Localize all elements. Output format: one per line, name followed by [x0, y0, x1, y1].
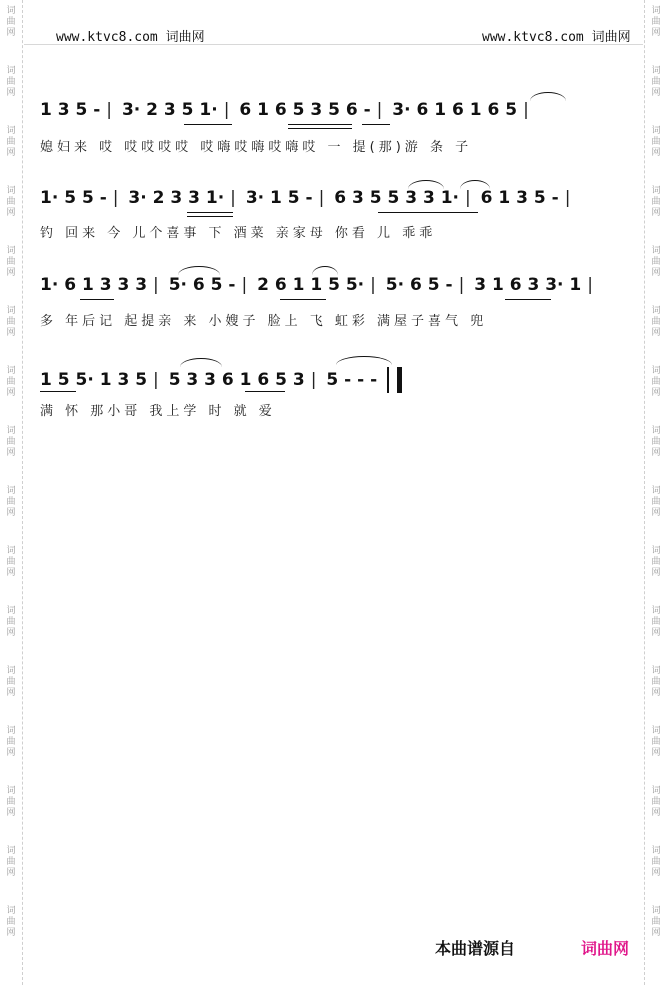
barline: |: [223, 100, 230, 120]
footer-source-label: 本曲谱源自: [435, 939, 516, 958]
measure: 5· 6 5 -: [385, 275, 453, 295]
watermark-char: 词: [651, 366, 661, 376]
watermark-char: 词: [6, 246, 16, 256]
watermark-char: 词: [6, 666, 16, 676]
measure: 3· 6 1 6 1 6 5: [392, 100, 518, 120]
measure: 1 5 5· 1 3 5: [40, 370, 148, 390]
measure: 6 1 6 5 3 5 6 -: [239, 100, 371, 120]
watermark-stack: [647, 126, 665, 159]
watermark-char: 网: [651, 508, 661, 518]
barline: |: [523, 100, 529, 120]
watermark-char: 网: [651, 928, 661, 938]
watermark-char: 曲: [651, 497, 661, 507]
measure: 3· 1 5 -: [245, 188, 313, 208]
beam-line: [288, 124, 352, 125]
watermark-char: 网: [651, 448, 661, 458]
watermark-char: 网: [651, 808, 661, 818]
watermark-char: 曲: [651, 437, 661, 447]
watermark-char: 曲: [651, 797, 661, 807]
barline: |: [230, 188, 236, 208]
header-left-url[interactable]: www.ktvc8.com: [56, 30, 158, 45]
watermark-char: 词: [651, 786, 661, 796]
watermark-char: 曲: [651, 77, 661, 87]
watermark-stack: [2, 306, 20, 339]
barline: |: [106, 100, 113, 120]
measure: 3· 2 3 3 1·: [128, 188, 225, 208]
watermark-stack: [2, 486, 20, 519]
beam-line: [280, 299, 326, 300]
watermark-stack: [647, 786, 665, 819]
lyrics-row-3: 多 年后记 起提亲 来 小嫂子 脸上 飞 虹彩 满屋子喜气 兜: [40, 314, 488, 329]
watermark-stack: [647, 846, 665, 879]
watermark-char: 词: [6, 846, 16, 856]
notation-row-3: [40, 275, 630, 309]
header-left-site-name: 词曲网: [165, 30, 205, 45]
watermark-char: 词: [6, 186, 16, 196]
watermark-char: 曲: [6, 617, 16, 627]
notation-row-4: [40, 367, 630, 401]
beam-line: [505, 299, 551, 300]
lyrics-row-1: 媳妇来 哎 哎哎哎哎 哎嗨哎嗨哎嗨哎 一 提(那)游 条 子: [40, 140, 473, 155]
watermark-char: 网: [6, 808, 16, 818]
watermark-char: 曲: [6, 677, 16, 687]
watermark-stack: [2, 606, 20, 639]
header-right-site-name: 词曲网: [591, 30, 631, 45]
footer-brand-link[interactable]: 词曲网: [581, 939, 630, 958]
watermark-char: 网: [651, 28, 661, 38]
watermark-char: 网: [651, 868, 661, 878]
watermark-char: 词: [651, 906, 661, 916]
watermark-char: 词: [651, 426, 661, 436]
barline: |: [458, 275, 465, 295]
watermark-char: 曲: [6, 17, 16, 27]
watermark-stack: [2, 246, 20, 279]
slur: [336, 356, 392, 365]
watermark-char: 曲: [6, 77, 16, 87]
watermark-char: 曲: [6, 197, 16, 207]
beam-line: [184, 124, 232, 125]
watermark-char: 词: [6, 486, 16, 496]
watermark-stack: [647, 906, 665, 939]
watermark-char: 词: [651, 726, 661, 736]
watermark-char: 词: [6, 906, 16, 916]
lyrics-row-4: 满 怀 那小哥 我上学 时 就 爱: [40, 404, 276, 419]
watermark-char: 网: [651, 328, 661, 338]
watermark-char: 网: [651, 268, 661, 278]
watermark-char: 网: [6, 628, 16, 638]
measure: 3· 2 3 5 1·: [121, 100, 218, 120]
watermark-stack: [647, 246, 665, 279]
slur: [460, 180, 490, 189]
watermark-char: 网: [6, 448, 16, 458]
beam-line: [362, 124, 390, 125]
watermark-char: 曲: [651, 317, 661, 327]
beam-line: [80, 299, 114, 300]
watermark-stack: [647, 306, 665, 339]
watermark-char: 词: [651, 6, 661, 16]
watermark-char: 曲: [651, 557, 661, 567]
barline: |: [241, 275, 248, 295]
slur: [530, 92, 566, 101]
slur: [312, 266, 338, 275]
watermark-char: 网: [651, 208, 661, 218]
notation-row-2: [40, 188, 630, 222]
watermark-stack: [2, 426, 20, 459]
barline: |: [318, 188, 325, 208]
watermark-char: 曲: [6, 557, 16, 567]
barline: |: [310, 370, 317, 390]
watermark-stack: [647, 666, 665, 699]
watermark-char: 网: [651, 568, 661, 578]
watermark-char: 词: [651, 666, 661, 676]
header-right-url[interactable]: www.ktvc8.com: [482, 30, 584, 45]
slur: [180, 358, 222, 367]
watermark-stack: [647, 606, 665, 639]
watermark-char: 曲: [6, 797, 16, 807]
watermark-char: 曲: [6, 317, 16, 327]
watermark-char: 曲: [651, 737, 661, 747]
watermark-char: 曲: [651, 857, 661, 867]
final-barline: [387, 367, 402, 393]
watermark-char: 曲: [6, 497, 16, 507]
measure: 2 6 1 1 5 5·: [257, 275, 365, 295]
beam-line: [40, 391, 76, 392]
watermark-char: 网: [6, 208, 16, 218]
watermark-char: 词: [651, 546, 661, 556]
watermark-char: 曲: [6, 857, 16, 867]
watermark-stack: [2, 126, 20, 159]
measure: 5 3 3 6 1 6 5 3: [168, 370, 305, 390]
watermark-stack: [647, 6, 665, 39]
barline: |: [587, 275, 593, 295]
beam-line: [245, 391, 285, 392]
watermark-char: 词: [6, 426, 16, 436]
watermark-stack: [2, 546, 20, 579]
watermark-char: 词: [6, 546, 16, 556]
watermark-char: 词: [651, 486, 661, 496]
watermark-char: 网: [6, 688, 16, 698]
measure: 1· 6 1 3 3 3: [40, 275, 148, 295]
watermark-char: 网: [6, 328, 16, 338]
watermark-char: 网: [6, 88, 16, 98]
watermark-char: 网: [6, 868, 16, 878]
watermark-char: 网: [6, 148, 16, 158]
watermark-stack: [647, 486, 665, 519]
header-right: [482, 26, 631, 45]
watermark-stack: [2, 786, 20, 819]
watermark-char: 网: [651, 148, 661, 158]
watermark-char: 词: [6, 66, 16, 76]
beam-line: [288, 128, 352, 129]
barline: |: [564, 188, 571, 208]
watermark-char: 曲: [651, 377, 661, 387]
slur: [408, 180, 444, 189]
watermark-stack: [647, 366, 665, 399]
watermark-stack: [2, 66, 20, 99]
watermark-stack: [2, 186, 20, 219]
measure: 6 3 5 5 3 3 1·: [334, 188, 460, 208]
measure: 5· 6 5 -: [168, 275, 236, 295]
watermark-char: 网: [6, 28, 16, 38]
watermark-char: 词: [6, 6, 16, 16]
beam-line: [187, 216, 233, 217]
watermark-char: 词: [651, 66, 661, 76]
watermark-char: 网: [651, 388, 661, 398]
left-watermark-column: [0, 0, 23, 985]
watermark-char: 网: [6, 568, 16, 578]
watermark-char: 曲: [651, 677, 661, 687]
watermark-char: 曲: [6, 437, 16, 447]
watermark-char: 曲: [651, 137, 661, 147]
watermark-char: 曲: [6, 137, 16, 147]
header-divider: [24, 44, 643, 45]
beam-line: [378, 212, 478, 213]
watermark-char: 曲: [6, 917, 16, 927]
watermark-stack: [647, 726, 665, 759]
watermark-char: 网: [6, 268, 16, 278]
watermark-char: 网: [6, 508, 16, 518]
watermark-char: 曲: [651, 617, 661, 627]
watermark-char: 词: [651, 186, 661, 196]
barline: |: [465, 188, 471, 208]
watermark-char: 网: [6, 388, 16, 398]
watermark-char: 词: [6, 126, 16, 136]
watermark-stack: [2, 6, 20, 39]
watermark-char: 词: [651, 846, 661, 856]
beam-line: [187, 212, 233, 213]
barline: |: [112, 188, 119, 208]
watermark-char: 网: [6, 928, 16, 938]
barline: |: [153, 370, 159, 390]
right-watermark-column: [644, 0, 667, 985]
lyrics-row-2: 钓 回来 今 儿个喜事 下 酒菜 亲家母 你看 儿 乖乖: [40, 226, 437, 241]
watermark-char: 曲: [6, 377, 16, 387]
watermark-char: 网: [651, 688, 661, 698]
watermark-stack: [647, 186, 665, 219]
watermark-char: 词: [6, 726, 16, 736]
barline: |: [153, 275, 159, 295]
watermark-char: 曲: [6, 257, 16, 267]
watermark-char: 曲: [651, 17, 661, 27]
watermark-char: 词: [6, 606, 16, 616]
watermark-char: 词: [651, 246, 661, 256]
watermark-char: 曲: [651, 197, 661, 207]
watermark-stack: [647, 66, 665, 99]
watermark-stack: [2, 366, 20, 399]
watermark-stack: [2, 846, 20, 879]
watermark-char: 网: [6, 748, 16, 758]
watermark-char: 网: [651, 748, 661, 758]
measure: 3 1 6 3 3· 1: [474, 275, 582, 295]
watermark-stack: [2, 726, 20, 759]
watermark-stack: [2, 906, 20, 939]
watermark-char: 词: [651, 126, 661, 136]
watermark-char: 网: [651, 88, 661, 98]
measure: 6 1 3 5 -: [480, 188, 559, 208]
header-left: [56, 26, 205, 45]
watermark-char: 词: [651, 606, 661, 616]
measure: 5 - - -: [326, 370, 378, 390]
watermark-stack: [647, 546, 665, 579]
slur: [178, 266, 220, 275]
watermark-char: 曲: [651, 917, 661, 927]
watermark-char: 网: [651, 628, 661, 638]
watermark-stack: [2, 666, 20, 699]
watermark-char: 词: [6, 786, 16, 796]
barline: |: [370, 275, 376, 295]
measure: 1 3 5 -: [40, 100, 101, 120]
watermark-char: 曲: [651, 257, 661, 267]
watermark-char: 词: [6, 306, 16, 316]
watermark-char: 曲: [6, 737, 16, 747]
watermark-char: 词: [6, 366, 16, 376]
barline: |: [376, 100, 383, 120]
measure: 1· 5 5 -: [40, 188, 107, 208]
watermark-stack: [647, 426, 665, 459]
watermark-char: 词: [651, 306, 661, 316]
